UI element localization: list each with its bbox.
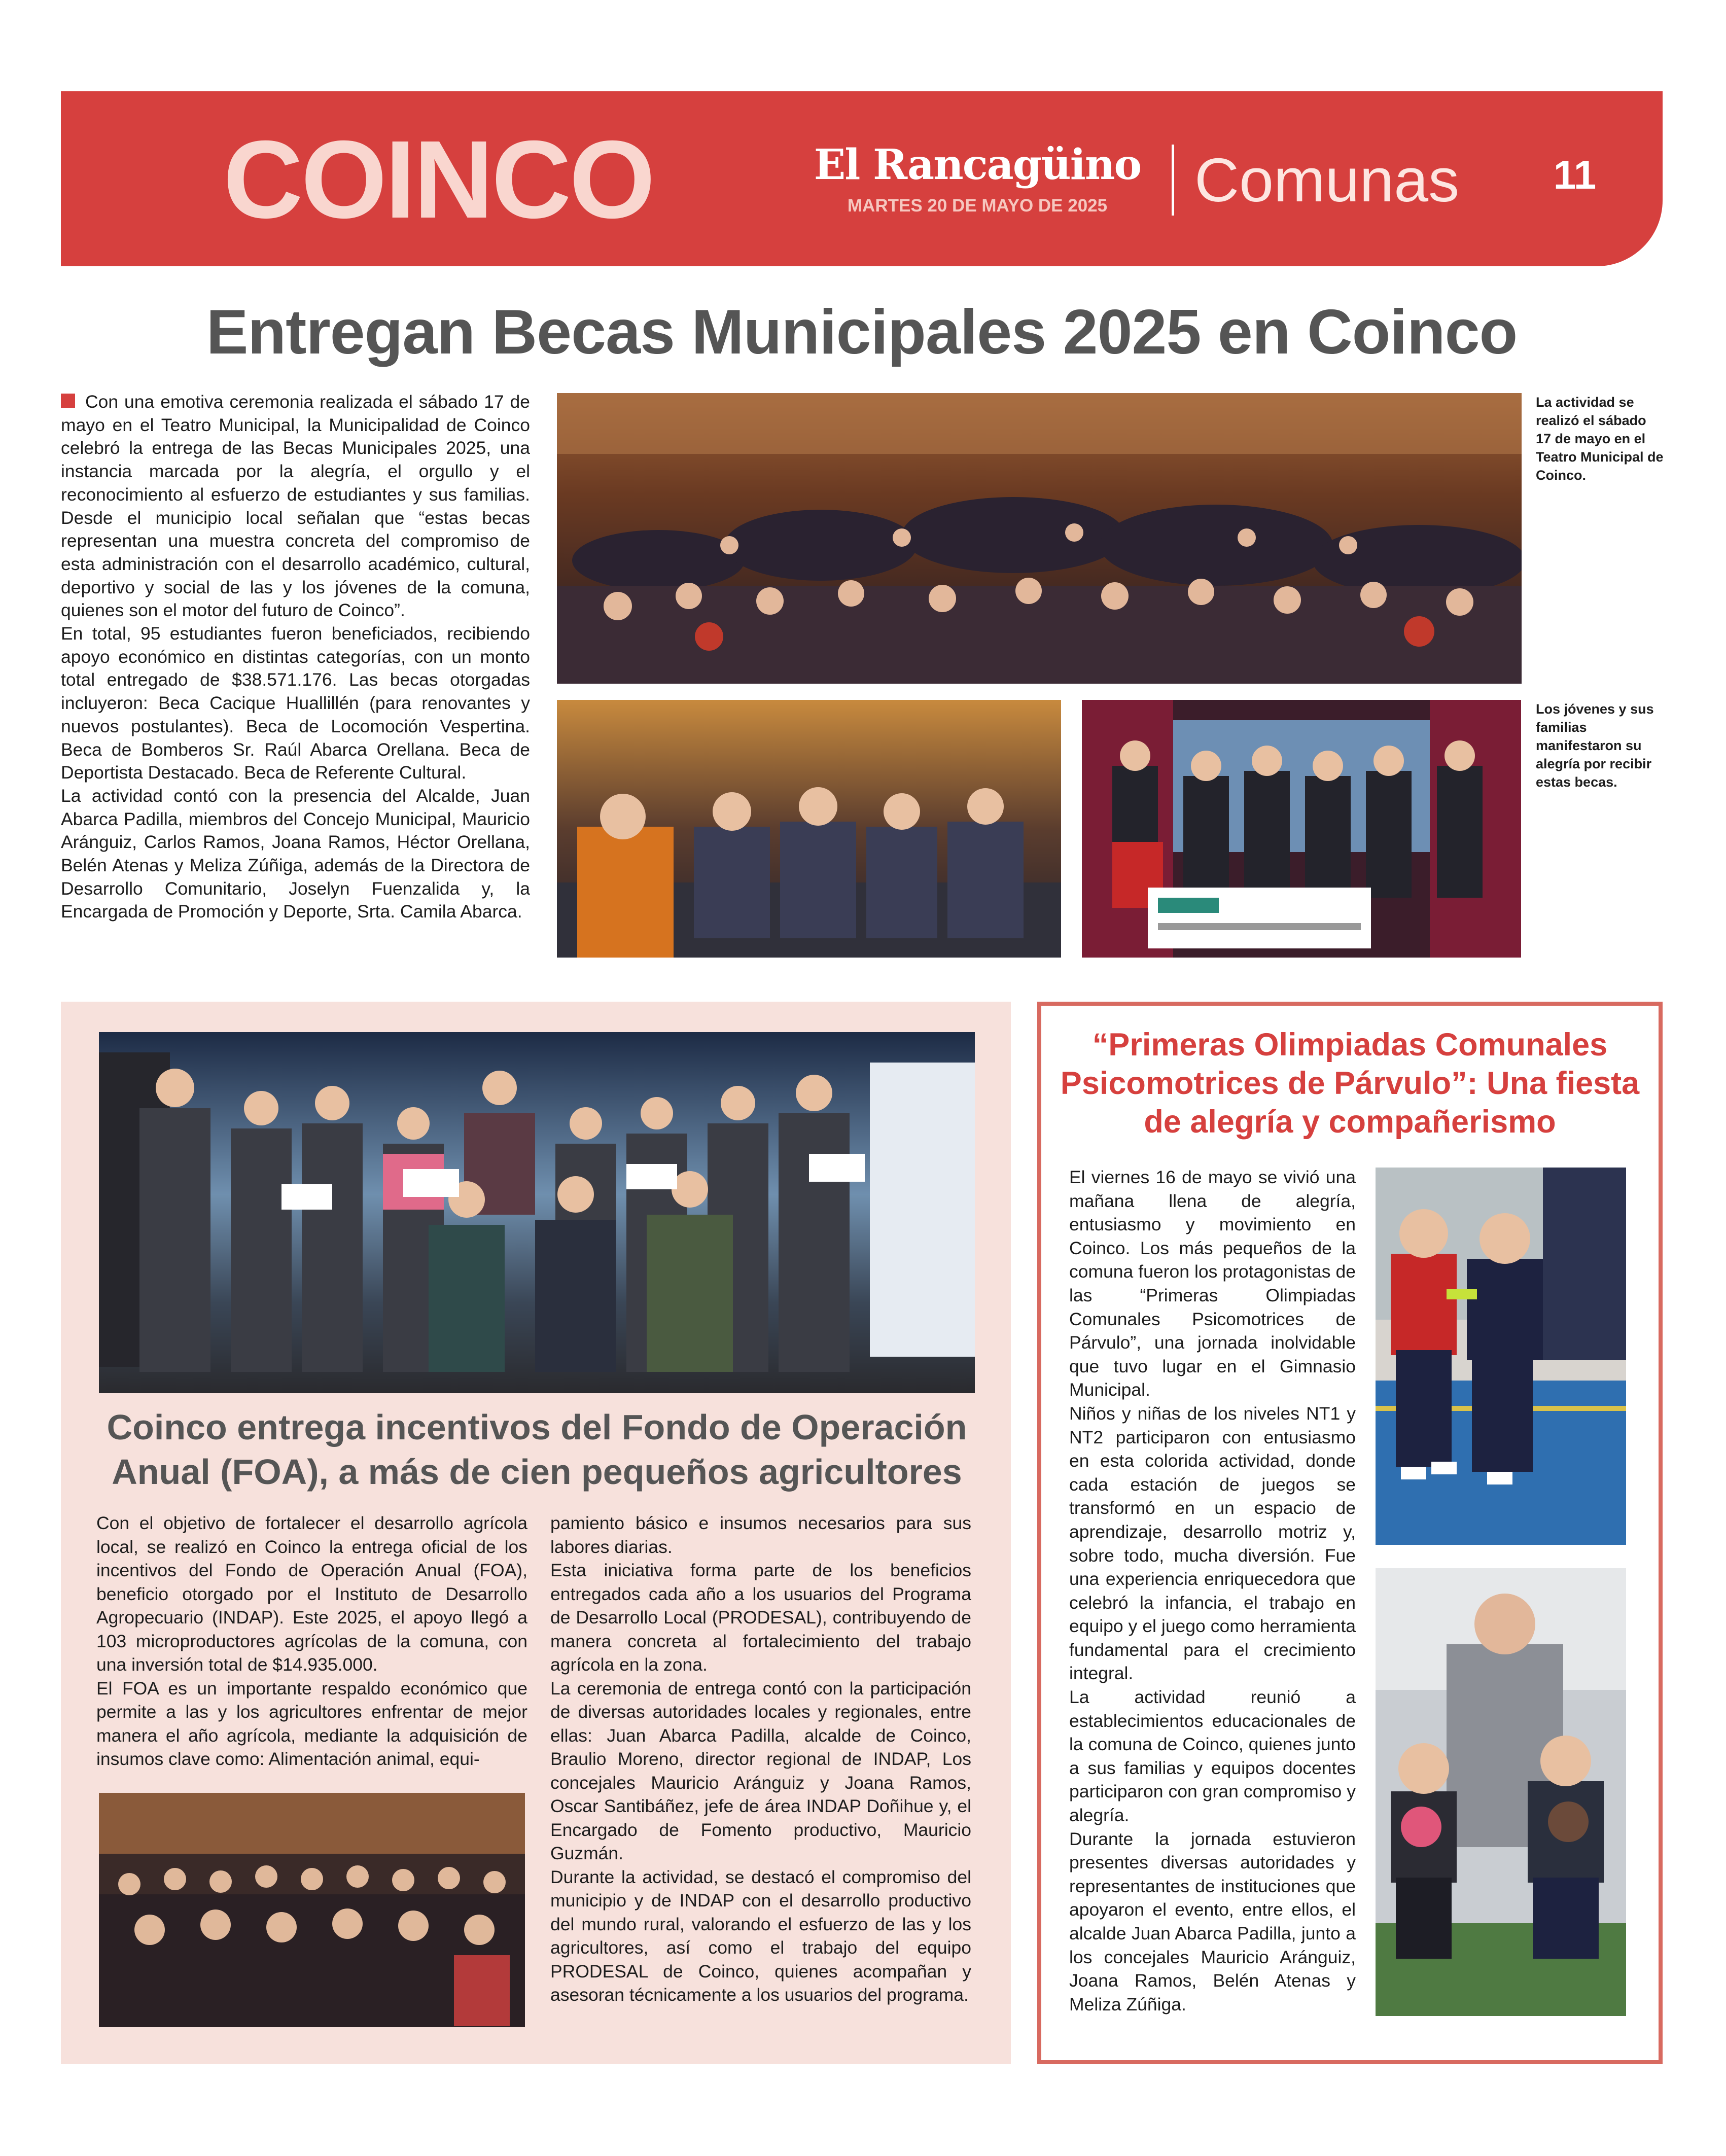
front-row-authorities-photo [557, 700, 1061, 958]
children-running-gym-photo [1376, 1168, 1626, 1545]
foa-body-column-2 [550, 1511, 971, 2049]
becas-headline: Entregan Becas Municipales 2025 en Coinco [206, 297, 1518, 367]
olimpiadas-paragraph: El viernes 16 de mayo se vivió una mañana llena de alegría, entusiasmo y movimiento en Coinco. Los más pequeños de la comuna fueron los protagonistas de las “Primeras Olimpiadas Comunales Psicomotrices de Párvulo”, una jornada inolvidable que tuvo lugar en el Gimnasio Municipal. [1069, 1167, 1356, 1400]
becas-paragraph: La actividad contó con la presencia del Alcalde, Juan Abarca Padilla, miembros del Concejo Municipal, Mauricio Aránguiz, Carlos Ramos, Joana Ramos, Héctor Orellana, Belén Atenas y Meliza Zúñiga, además de la Directora de Desarrollo Comunitario, Joselyn Fuenzalida y, la Encargada de Promoción y Deporte, Srta. Camila Abarca. [61, 785, 530, 922]
olimpiadas-paragraph: Niños y niñas de los niveles NT1 y NT2 participaron con entusiasmo en esta colorida actividad, donde cada estación de juegos se transformó en un espacio de aprendizaje, desarrollo motriz y, sobre todo, mucha diversión. Fue una experiencia enriquecedora que celebró la infancia, el trabajo en equipo y el juego como herramienta fundamental para el crecimiento integral. [1069, 1403, 1356, 1684]
foa-body-column-1 [96, 1511, 527, 1775]
page-number: 11 [1553, 152, 1597, 197]
foa-paragraph: La ceremonia de entrega contó con la participación de diversas autoridades locales y regionales, entre ellas: Juan Abarca Padilla, alcalde de Coinco, Braulio Moreno, director regional de INDAP, Los concejales Mauricio Aránguiz y Joana Ramos, Oscar Santibáñez, jefe de área INDAP Doñihue y, el Encargado de Fomento productivo, Mauricio Guzmán. [550, 1678, 971, 1863]
becas-photo-caption: Los jóvenes y sus familias manifestaron su alegría por recibir estas becas. [1536, 701, 1654, 790]
becas-paragraph: Con una emotiva ceremonia realizada el sábado 17 de mayo en el Teatro Municipal, la Municipalidad de Coinco celebró la entrega de las Becas Municipales 2025, una instancia marcada por la alegría, el orgullo y el reconocimiento al esfuerzo de estudiantes y sus familias. Desde el municipio local señalan que “estas becas representan una muestra concreta del compromiso de esta administración con el desarrollo académico, cultural, deportivo y social de las y los jóvenes de la comuna, quienes son el motor del futuro de Coinco”. [61, 392, 530, 621]
lead-bullet-icon [61, 394, 75, 408]
olimpiadas-headline: “Primeras Olimpiadas Comunales Psicomotrices de Párvulo”: Una fiesta de alegría y compañerismo [1060, 1027, 1640, 1140]
becas-body [61, 391, 530, 964]
becas-photo-caption: La actividad se realizó el sábado 17 de mayo en el Teatro Municipal de Coinco. [1536, 395, 1664, 483]
foa-paragraph: Con el objetivo de fortalecer el desarrollo agrícola local, se realizó en Coinco la entrega oficial de los incentivos del Fondo de Operación Anual (FOA), beneficio otorgado por el Instituto de Desarrollo Agropecuario (INDAP). Este 2025, el apoyo llegó a 103 microproductores agrícolas de la comuna, con una inversión total de $14.935.000. [96, 1513, 527, 1675]
children-with-teacher-photo [1376, 1568, 1626, 2016]
foa-paragraph: El FOA es un importante respaldo económico que permite a las y los agricultores enfrentar de mejor manera el año agrícola, mediante la adquisición de insumos clave como: Alimentación animal, equi- [96, 1678, 527, 1769]
section-name: COINCO [223, 118, 653, 241]
olimpiadas-body [1069, 1165, 1356, 2028]
masthead-divider [1172, 145, 1174, 216]
newspaper-name: El Rancagüino [814, 140, 1141, 189]
scholarship-check-group-photo [1082, 700, 1521, 958]
section-label: Comunas [1194, 146, 1460, 215]
foa-headline: Coinco entrega incentivos del Fondo de Operación Anual (FOA), a más de cien pequeños agricultores [107, 1407, 967, 1492]
theater-audience-photo [557, 393, 1522, 684]
foa-ceremony-audience-photo [99, 1793, 525, 2027]
foa-paragraph: pamiento básico e insumos necesarios para sus labores diarias. [550, 1513, 971, 1557]
masthead [61, 91, 1663, 266]
olimpiadas-paragraph: La actividad reunió a establecimientos educacionales de la comuna de Coinco, quienes junto a sus familias y equipos docentes participaron con gran compromiso y alegría. [1069, 1687, 1356, 1826]
foa-paragraph: Esta iniciativa forma parte de los beneficios entregados cada año a los usuarios del Programa de Desarrollo Local (PRODESAL), contribuyendo de manera concreta al fortalecimiento del trabajo agrícola en la zona. [550, 1560, 971, 1675]
issue-date: MARTES 20 DE MAYO DE 2025 [847, 196, 1108, 216]
becas-paragraph: En total, 95 estudiantes fueron beneficiados, recibiendo apoyo económico en distintas categorías, con un monto total entregado de $38.571.176. Las becas otorgadas incluyeron: Beca Cacique Huallillén (para renovantes y nuevos postulantes). Beca de Locomoción Vespertina. Beca de Bomberos Sr. Raúl Abarca Orellana. Beca de Deportista Destacado. Beca de Referente Cultural. [61, 623, 530, 783]
olimpiadas-paragraph: Durante la jornada estuvieron presentes diversas autoridades y representantes de instituciones que apoyaron el evento, entre ellos, el alcalde Juan Abarca Padilla, junto a los concejales Mauricio Aránguiz, Joana Ramos, Belén Atenas y Meliza Zúñiga. [1069, 1828, 1356, 2014]
foa-paragraph: Durante la actividad, se destacó el compromiso del municipio y de INDAP con el desarrollo productivo del mundo rural, valorando el esfuerzo de las y los agricultores, así como el trabajo del equipo PRODESAL de Coinco, quienes acompañan y asesoran técnicamente a los usuarios del programa. [550, 1866, 971, 2005]
foa-farmers-group-photo [99, 1032, 975, 1393]
